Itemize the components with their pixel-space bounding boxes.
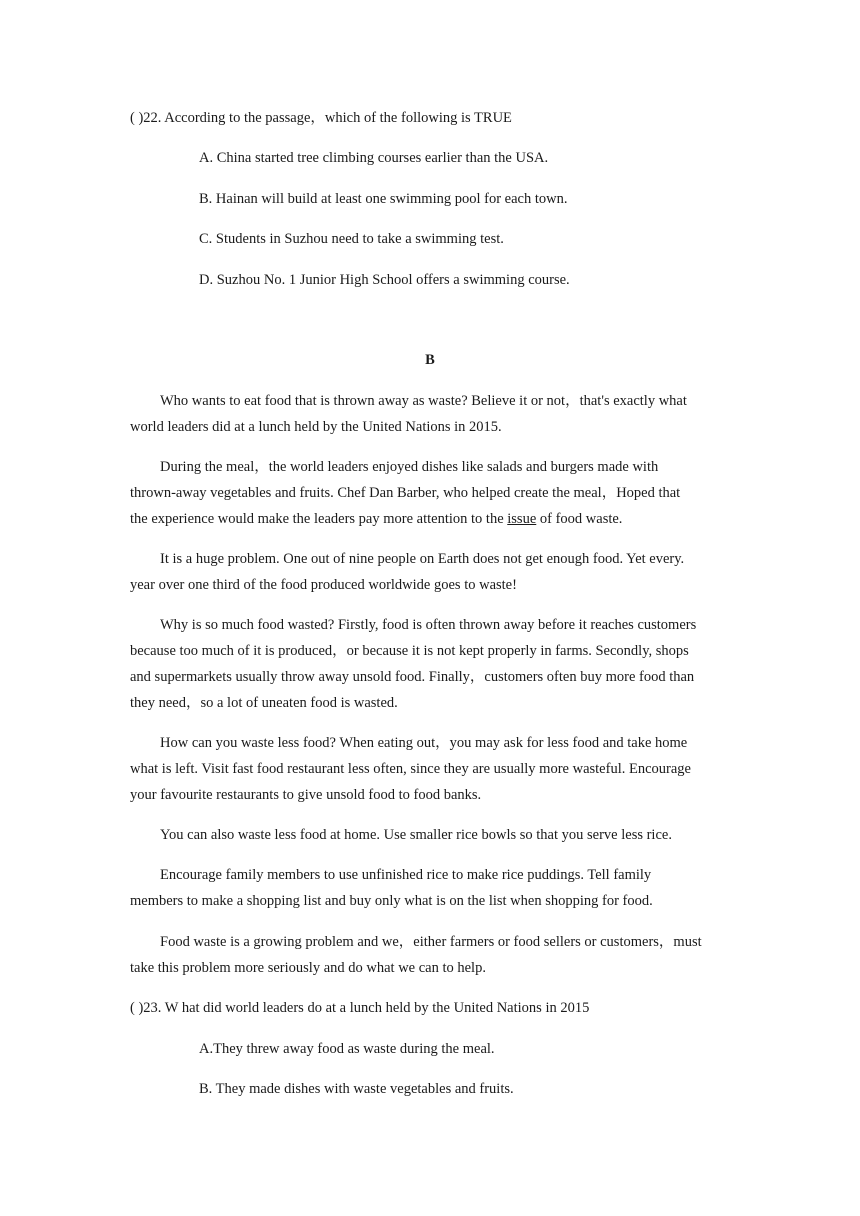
question-23-option-a: A.They threw away food as waste during the meal. bbox=[199, 1041, 495, 1057]
underlined-word: issue bbox=[507, 511, 537, 527]
paragraph-line: During the meal，the world leaders enjoyed dishes like salads and burgers made with bbox=[160, 459, 659, 475]
question-23-stem: ( )23. W hat did world leaders do at a lunch held by the United Nations in 2015 bbox=[130, 1000, 590, 1016]
paragraph-line bbox=[130, 512, 622, 527]
paragraph-line: members to make a shopping list and buy only what is on the list when shopping for food. bbox=[130, 893, 653, 909]
paragraph-line: You can also waste less food at home. Use smaller rice bowls so that you serve less rice. bbox=[160, 827, 672, 843]
paragraph-line: How can you waste less food? When eating out，you may ask for less food and take home bbox=[160, 735, 688, 751]
paragraph-line: what is left. Visit fast food restaurant less often, since they are usually more wasteful. Encourage bbox=[130, 761, 691, 777]
paragraph-line: It is a huge problem. One out of nine people on Earth does not get enough food. Yet every. bbox=[160, 551, 685, 567]
paragraph-line: thrown-away vegetables and fruits. Chef Dan Barber, who helped create the meal，Hoped that bbox=[130, 485, 681, 501]
question-22-option-d: D. Suzhou No. 1 Junior High School offers a swimming course. bbox=[199, 272, 570, 288]
paragraph-line: and supermarkets usually throw away unsold food. Finally，customers often buy more food than bbox=[130, 669, 695, 685]
paragraph-line: they need，so a lot of uneaten food is wasted. bbox=[130, 695, 398, 711]
question-22-option-b: B. Hainan will build at least one swimming pool for each town. bbox=[199, 191, 568, 207]
question-23-option-b: B. They made dishes with waste vegetables and fruits. bbox=[199, 1081, 514, 1097]
paragraph-line: year over one third of the food produced worldwide goes to waste! bbox=[130, 577, 517, 593]
paragraph-line: Why is so much food wasted? Firstly, food is often thrown away before it reaches customers bbox=[160, 617, 697, 633]
paragraph-line: Who wants to eat food that is thrown away as waste? Believe it or not，that's exactly what bbox=[160, 393, 687, 409]
text-segment: the experience would make the leaders pay more attention to the bbox=[130, 511, 508, 527]
paragraph-line: because too much of it is produced，or because it is not kept properly in farms. Secondly, shops bbox=[130, 643, 689, 659]
paragraph-line: your favourite restaurants to give unsold food to food banks. bbox=[130, 787, 482, 803]
question-22-option-c: C. Students in Suzhou need to take a swimming test. bbox=[199, 231, 504, 247]
paragraph-line: Food waste is a growing problem and we，either farmers or food sellers or customers，must bbox=[160, 934, 702, 950]
paragraph-line: world leaders did at a lunch held by the United Nations in 2015. bbox=[130, 419, 502, 435]
question-22-option-a: A. China started tree climbing courses earlier than the USA. bbox=[199, 150, 549, 166]
paragraph-line: take this problem more seriously and do what we can to help. bbox=[130, 960, 486, 976]
paragraph-line: Encourage family members to use unfinished rice to make rice puddings. Tell family bbox=[160, 867, 652, 883]
section-heading: B bbox=[425, 352, 435, 368]
question-22-stem: ( )22. According to the passage，which of the following is TRUE bbox=[130, 110, 512, 126]
text-segment: of food waste. bbox=[536, 511, 623, 527]
